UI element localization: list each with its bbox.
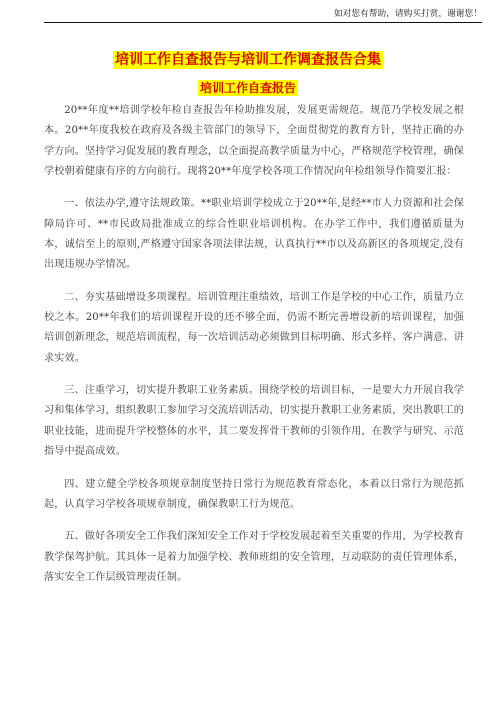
section-title-text: 培训工作自查报告: [199, 81, 296, 95]
header-rule: [44, 22, 482, 23]
paragraph-5: 五、做好各项安全工作我们深知安全工作对于学校发展起着至关重要的作用，为学校教育教学保驾护航。其具体一是着力加强学校、教师班组的安全管理，互动联防的责任管理体系，落实安全工作层级管理责任制。: [44, 531, 464, 583]
document-title: [0, 49, 496, 69]
paragraph-intro: 20**年度**培训学校年检自查报告年检助推发展，发展更需规范。规范乃学校发展之根本。20**年度我校在政府及各级主管部门的领导下，全面贯彻党的教育方针，坚持正确的办学方向。坚持学习促发展的教育理念，以全面提高教学质量为中心，严格规范学校管理，确保学校朝着健康有序的方向前行。现将20**年度学校各项工作情况向年检组领导作简要汇报：: [44, 105, 464, 177]
section-title: [0, 79, 496, 96]
document-body: [44, 101, 464, 600]
paragraph-2: 二、夯实基础增设多项课程。培训管理注重绩效，培训工作是学校的中心工作，质量乃立校之本。20**年我们的培训课程开设的还不够全面，仍需不断完善增设新的培训课程，加强培训创新理念，规范培训流程，每一次培训活动必须做到目标明确、形式多样、客户满意、讲求实效。: [44, 291, 464, 364]
paragraph-4: 四、建立健全学校各项规章制度坚持日常行为规范教育常态化，本着以日常行为规范抓起，认真学习学校各项规章制度，确保教职工行为规范。: [44, 478, 464, 510]
paragraph-1: 一、依法办学,遵守法规政策。**职业培训学校成立于20**年,是经**市人力资源和社会保障局许可、**市民政局批准成立的综合性职业培训机构。在办学工作中，我们遵循质量为本，诚信至上的原则,严格遵守国家各项法律法规，认真执行**市以及高新区的各项规定,没有出现违规办学情况。: [44, 198, 464, 271]
header-note: 如对您有帮助，请购买打赏，谢谢您！: [334, 9, 482, 19]
paragraph-3: 三、注重学习，切实提升教职工业务素质。围绕学校的培训目标，一是要大力开展自我学习和集体学习，组织教职工参加学习交流培训活动，切实提升教职工业务素质，突出教职工的职业技能，进而提升学校整体的水平，其二要发挥骨干教师的引领作用，在教学与研究、示范指导中提高成效。: [44, 385, 464, 458]
document-title-text: 培训工作自查报告与培训工作调查报告合集: [115, 52, 381, 68]
